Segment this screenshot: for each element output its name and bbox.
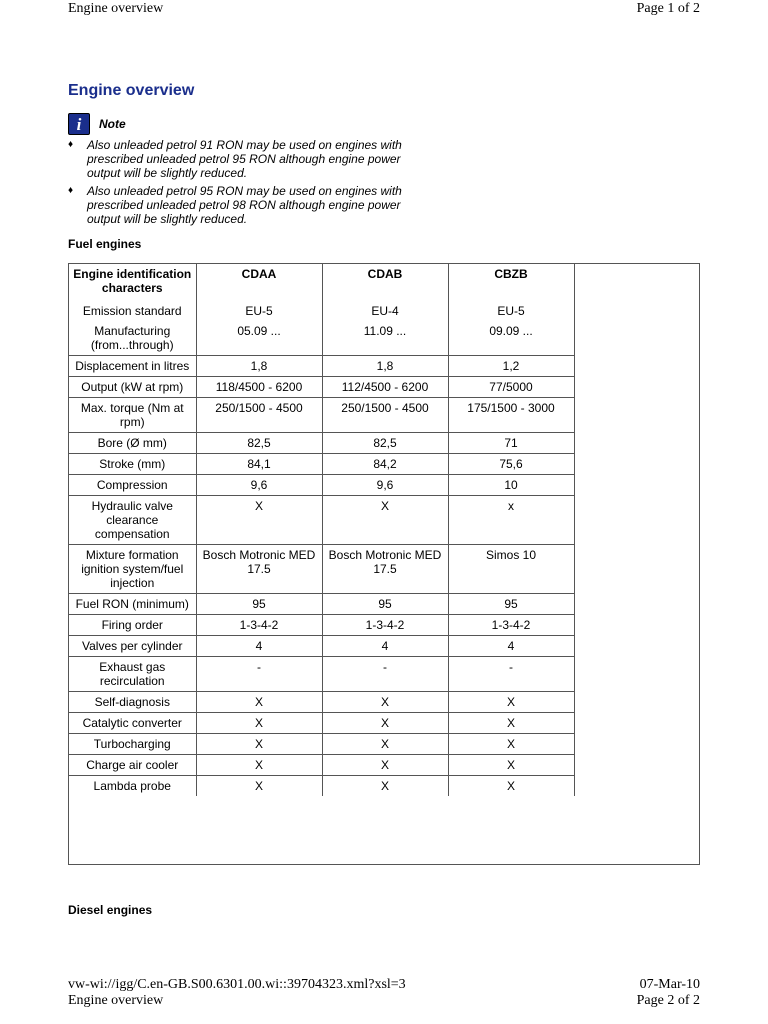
table-row: [69, 475, 574, 496]
row-label-cell: Emission standard: [69, 301, 196, 321]
value-cell: X: [448, 755, 574, 776]
table-row: [69, 636, 574, 657]
page-header-number: Page 1 of 2: [636, 1, 700, 16]
value-cell: 250/1500 - 4500: [322, 398, 448, 433]
value-cell: -: [448, 657, 574, 692]
row-label-cell: Turbocharging: [69, 734, 196, 755]
table-row: [69, 734, 574, 755]
table-row: [69, 657, 574, 692]
value-cell: X: [196, 755, 322, 776]
note-box: [68, 112, 126, 136]
value-cell: 95: [322, 594, 448, 615]
value-cell: -: [196, 657, 322, 692]
value-cell: X: [196, 734, 322, 755]
page-footer-right: [637, 977, 700, 1009]
header-cell-engine-code: CDAA: [196, 264, 322, 301]
table-row: [69, 615, 574, 636]
row-label-cell: Catalytic converter: [69, 713, 196, 734]
table-row: [69, 755, 574, 776]
bullet-diamond-icon: ♦: [68, 139, 74, 150]
value-cell: 112/4500 - 6200: [322, 377, 448, 398]
value-cell: Bosch Motronic MED 17.5: [196, 545, 322, 594]
note-label: Note: [99, 117, 126, 131]
table-row: [69, 496, 574, 545]
note-bullet-text: Also unleaded petrol 91 RON may be used on engines with prescribed unleaded petrol 95 RON although engine power output will be slightly reduced.: [87, 138, 402, 180]
value-cell: x: [448, 496, 574, 545]
value-cell: X: [322, 713, 448, 734]
value-cell: X: [196, 713, 322, 734]
value-cell: Bosch Motronic MED 17.5: [322, 545, 448, 594]
footer-url: vw-wi://igg/C.en-GB.S00.6301.00.wi::39704323.xml?xsl=3: [68, 977, 406, 992]
value-cell: 09.09 ...: [448, 321, 574, 356]
table-row: [69, 377, 574, 398]
table-row: [69, 776, 574, 797]
table-row: [69, 713, 574, 734]
value-cell: X: [322, 692, 448, 713]
value-cell: X: [196, 496, 322, 545]
footer-page: Page 2 of 2: [636, 993, 700, 1008]
value-cell: 82,5: [196, 433, 322, 454]
row-label-cell: Hydraulic valve clearance compensation: [69, 496, 196, 545]
row-label-cell: Firing order: [69, 615, 196, 636]
bullet-diamond-icon: ♦: [68, 185, 74, 196]
value-cell: 77/5000: [448, 377, 574, 398]
note-bullet: [68, 184, 428, 226]
header-cell-label: Engine identification characters: [69, 264, 196, 301]
row-label-cell: Mixture formation ignition system/fuel injection: [69, 545, 196, 594]
table-row: [69, 356, 574, 377]
value-cell: X: [196, 776, 322, 797]
value-cell: 9,6: [196, 475, 322, 496]
table-header-row: [69, 264, 574, 301]
row-label-cell: Fuel RON (minimum): [69, 594, 196, 615]
table-row: [69, 454, 574, 475]
value-cell: 82,5: [322, 433, 448, 454]
value-cell: -: [322, 657, 448, 692]
value-cell: 10: [448, 475, 574, 496]
table-row: [69, 321, 574, 356]
table-row: [69, 398, 574, 433]
value-cell: 05.09 ...: [196, 321, 322, 356]
row-label-cell: Valves per cylinder: [69, 636, 196, 657]
note-bullet-text: Also unleaded petrol 95 RON may be used on engines with prescribed unleaded petrol 98 RON although engine power output will be slightly reduced.: [87, 184, 402, 226]
table-row: [69, 692, 574, 713]
value-cell: 1-3-4-2: [448, 615, 574, 636]
value-cell: X: [322, 496, 448, 545]
value-cell: 4: [322, 636, 448, 657]
fuel-engines-table: [69, 264, 575, 796]
footer-title: Engine overview: [68, 993, 164, 1008]
fuel-engines-label: Fuel engines: [68, 237, 142, 251]
value-cell: 75,6: [448, 454, 574, 475]
row-label-cell: Self-diagnosis: [69, 692, 196, 713]
note-bullet-list: [68, 138, 428, 230]
row-label-cell: Charge air cooler: [69, 755, 196, 776]
value-cell: X: [448, 734, 574, 755]
value-cell: Simos 10: [448, 545, 574, 594]
value-cell: 95: [196, 594, 322, 615]
value-cell: 1,2: [448, 356, 574, 377]
note-bullet: [68, 138, 428, 180]
value-cell: 118/4500 - 6200: [196, 377, 322, 398]
page-footer-left: [68, 977, 406, 1009]
value-cell: 175/1500 - 3000: [448, 398, 574, 433]
row-label-cell: Output (kW at rpm): [69, 377, 196, 398]
header-cell-engine-code: CDAB: [322, 264, 448, 301]
footer-date: 07-Mar-10: [639, 977, 700, 992]
value-cell: X: [448, 692, 574, 713]
row-label-cell: Exhaust gas recirculation: [69, 657, 196, 692]
value-cell: 9,6: [322, 475, 448, 496]
table-row: [69, 301, 574, 321]
value-cell: EU-5: [196, 301, 322, 321]
value-cell: X: [448, 713, 574, 734]
table-row: [69, 594, 574, 615]
row-label-cell: Lambda probe: [69, 776, 196, 797]
value-cell: 1,8: [322, 356, 448, 377]
value-cell: X: [322, 776, 448, 797]
row-label-cell: Bore (Ø mm): [69, 433, 196, 454]
row-label-cell: Compression: [69, 475, 196, 496]
value-cell: 84,2: [322, 454, 448, 475]
table-row: [69, 545, 574, 594]
fuel-engines-table-frame: [68, 263, 700, 865]
header-cell-engine-code: CBZB: [448, 264, 574, 301]
row-label-cell: Stroke (mm): [69, 454, 196, 475]
value-cell: EU-4: [322, 301, 448, 321]
info-icon: i: [68, 113, 90, 135]
row-label-cell: Max. torque (Nm at rpm): [69, 398, 196, 433]
table-row: [69, 433, 574, 454]
page-title: Engine overview: [68, 82, 195, 99]
value-cell: X: [322, 734, 448, 755]
value-cell: X: [448, 776, 574, 797]
value-cell: X: [196, 692, 322, 713]
value-cell: 11.09 ...: [322, 321, 448, 356]
value-cell: 250/1500 - 4500: [196, 398, 322, 433]
value-cell: 1-3-4-2: [196, 615, 322, 636]
value-cell: 1-3-4-2: [322, 615, 448, 636]
value-cell: X: [322, 755, 448, 776]
row-label-cell: Displacement in litres: [69, 356, 196, 377]
value-cell: 95: [448, 594, 574, 615]
value-cell: 1,8: [196, 356, 322, 377]
value-cell: 4: [448, 636, 574, 657]
value-cell: 71: [448, 433, 574, 454]
page-header-title: Engine overview: [68, 1, 164, 16]
row-label-cell: Manufacturing (from...through): [69, 321, 196, 356]
value-cell: EU-5: [448, 301, 574, 321]
value-cell: 4: [196, 636, 322, 657]
value-cell: 84,1: [196, 454, 322, 475]
diesel-engines-label: Diesel engines: [68, 903, 153, 917]
